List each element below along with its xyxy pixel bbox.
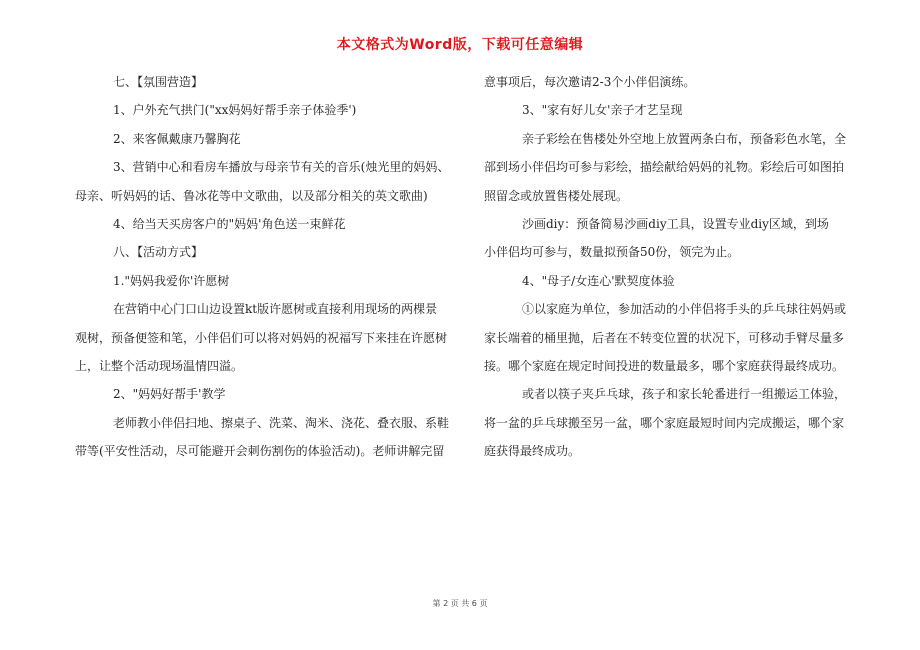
text-line: 小伴侣均可参与，数量拟预备50份，领完为止。 <box>484 245 740 260</box>
text-line: 意事项后，每次邀请2-3个小伴侣演练。 <box>484 75 696 89</box>
text-line: 七、【氛围营造】 <box>113 75 204 89</box>
text-line: 接。哪个家庭在规定时间投进的数量最多，哪个家庭获得最终成功。 <box>484 358 845 373</box>
text-line: 母亲、听妈妈的话、鲁冰花等中文歌曲，以及部分相关的英文歌曲) <box>75 188 428 203</box>
text-line: 将一盆的乒乓球搬至另一盆，哪个家庭最短时间内完成搬运，哪个家 <box>484 415 845 430</box>
text-line: 3、"家有好儿女'亲子才艺呈现 <box>522 103 683 118</box>
text-line: 上，让整个活动现场温情四溢。 <box>75 358 244 373</box>
text-line: 4、"母子/女连心'默契度体验 <box>522 273 675 288</box>
text-line: ①以家庭为单位，参加活动的小伴侣将手头的乒乓球往妈妈或 <box>522 302 847 317</box>
text-line: 4、给当天买房客户的"妈妈'角色送一束鲜花 <box>113 216 346 231</box>
text-line: 在营销中心门口山边设置kt版许愿树或直接利用现场的两棵景 <box>113 302 438 317</box>
left-column <box>75 68 458 465</box>
text-line: 2、来客佩戴康乃馨胸花 <box>113 131 241 146</box>
text-line: 3、营销中心和看房车播放与母亲节有关的音乐(烛光里的妈妈、 <box>113 160 450 175</box>
text-line: 带等(平安性活动，尽可能避开会刺伤割伤的体验活动)。老师讲解完留 <box>75 444 445 459</box>
text-line: 或者以筷子夹乒乓球，孩子和家长轮番进行一组搬运工体验， <box>522 387 847 402</box>
text-line: 观树，预备便签和笔，小伴侣们可以将对妈妈的祝福写下来挂在许愿树 <box>75 330 448 345</box>
page-footer: 第 2 页 共 6 页 <box>432 599 488 608</box>
text-line: 1、户外充气拱门("xx妈妈好帮手亲子体验季') <box>113 103 357 118</box>
text-line: 2、"妈妈好帮手'教学 <box>113 387 226 402</box>
text-line: 1."妈妈我爱你'许愿树 <box>113 273 230 288</box>
text-line: 亲子彩绘在售楼处外空地上放置两条白布，预备彩色水笔，全 <box>522 131 847 146</box>
text-line: 部到场小伴侣均可参与彩绘，描绘献给妈妈的礼物。彩绘后可如图拍 <box>484 160 845 175</box>
text-line: 家长端着的桶里抛，后者在不转变位置的状况下，可移动手臂尽量多 <box>484 330 845 345</box>
text-line: 庭获得最终成功。 <box>484 444 581 459</box>
text-line: 八、【活动方式】 <box>113 245 204 260</box>
text-line: 沙画diy：预备简易沙画diy工具，设置专业diy区域，到场 <box>522 216 829 231</box>
document-banner: 本文格式为Word版，下载可任意编辑 <box>336 37 584 53</box>
right-column <box>484 68 862 465</box>
text-line: 老师教小伴侣扫地、擦桌子、洗菜、淘米、浇花、叠衣服、系鞋 <box>113 415 450 430</box>
text-line: 照留念或放置售楼处展现。 <box>484 188 629 203</box>
